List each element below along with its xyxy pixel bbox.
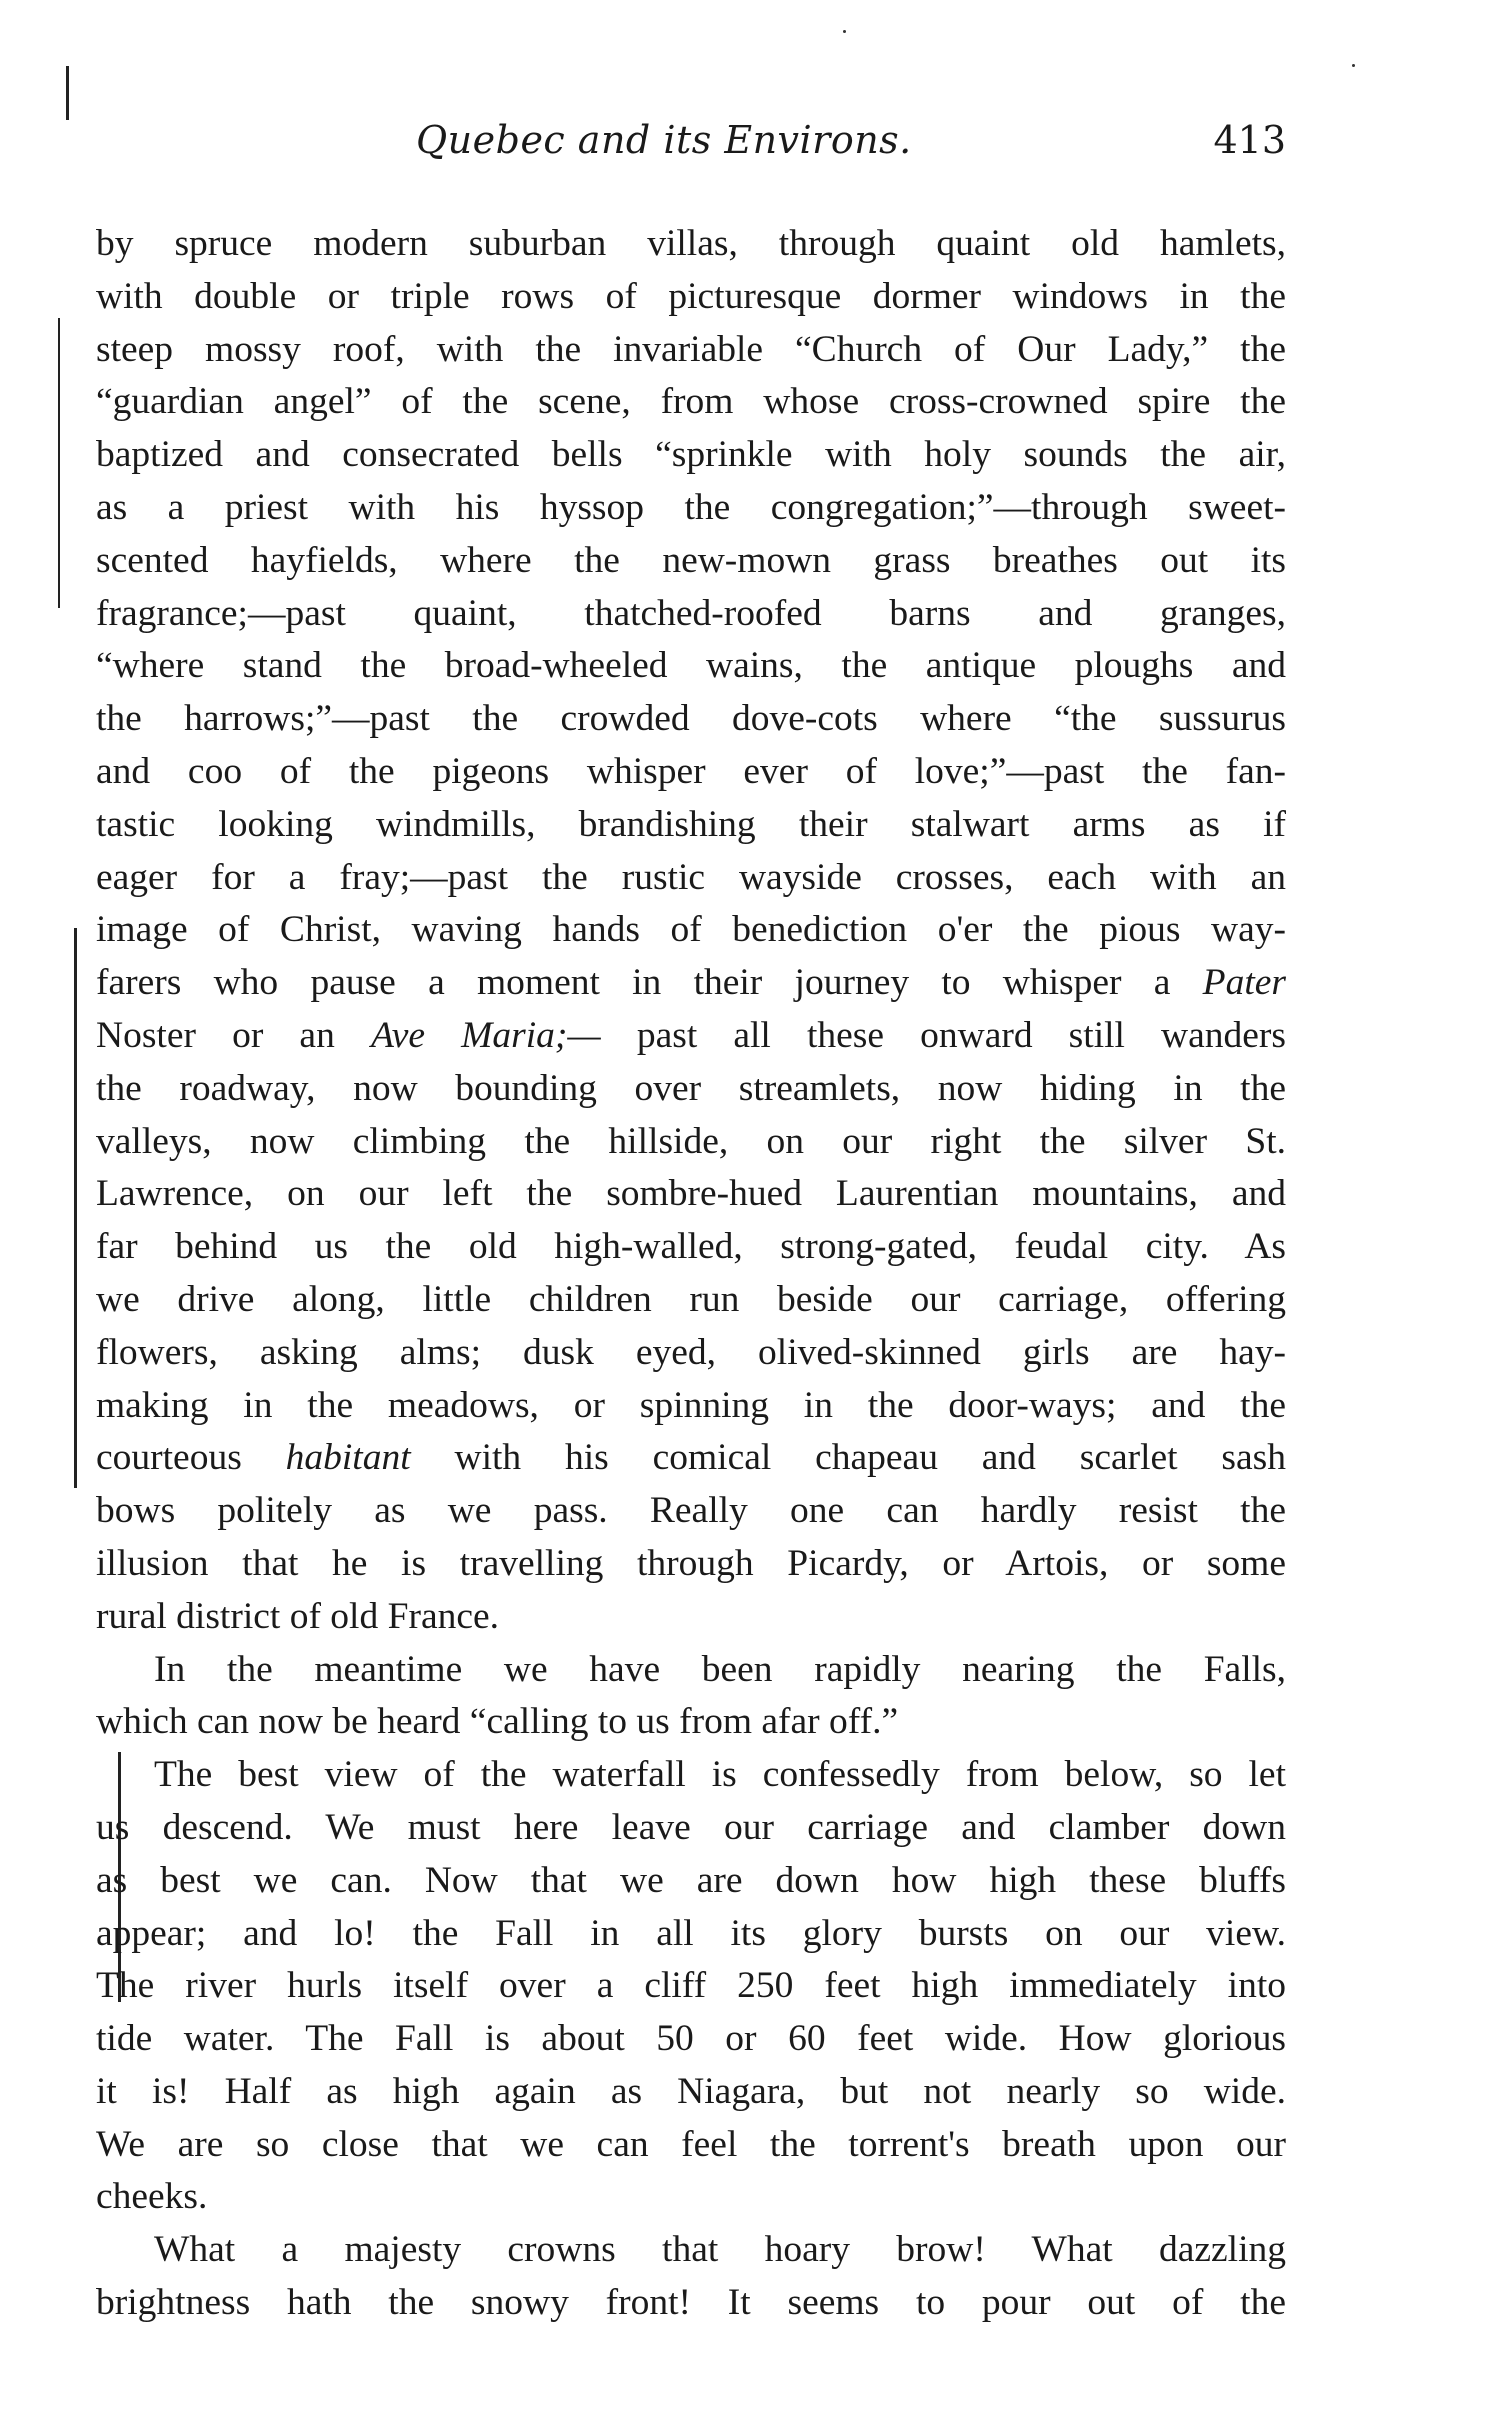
text-line: fragrance;—past quaint, thatched-roofed barns and granges, (96, 592, 1286, 634)
scan-speck (843, 30, 846, 33)
running-title: Quebec and its Environs. (416, 118, 912, 162)
text-segment: farers who pause a moment in their journey to whisper a (96, 962, 1171, 1004)
text-line-mixed (96, 957, 1286, 1010)
text-line: What a majesty crowns that hoary brow! What dazzling (154, 2229, 1286, 2271)
text-line-mixed (96, 1432, 1286, 1485)
text-line: In the meantime we have been rapidly nearing the Falls, (154, 1648, 1286, 1690)
text-line: bows politely as we pass. Really one can hardly resist the (96, 1490, 1286, 1532)
text-line: baptized and consecrated bells “sprinkle with holy sounds the air, (96, 434, 1286, 476)
scan-speck (1352, 64, 1355, 67)
text-line: The river hurls itself over a cliff 250 feet high immediately into (96, 1965, 1286, 2007)
text-line: “guardian angel” of the scene, from whose cross-crowned spire the (96, 381, 1286, 423)
text-line: making in the meadows, or spinning in the door-ways; and the (96, 1384, 1286, 1426)
margin-mark-left-1 (58, 318, 60, 608)
text-line-mixed (96, 1010, 1286, 1063)
running-header (96, 118, 1286, 178)
text-segment: past all these onward still wanders (636, 1014, 1286, 1056)
text-line: flowers, asking alms; dusk eyed, olived-skinned girls are hay- (96, 1331, 1286, 1373)
text-line: cheeks. (96, 2176, 208, 2218)
text-line: as a priest with his hyssop the congregation;”—through sweet- (96, 486, 1286, 528)
text-line: it is! Half as high again as Niagara, but not nearly so wide. (96, 2070, 1286, 2112)
text-segment: courteous (96, 1437, 242, 1479)
text-line: appear; and lo! the Fall in all its glory bursts on our view. (96, 1912, 1286, 1954)
body-text (96, 218, 1286, 2330)
text-line: with double or triple rows of picturesque dormer windows in the (96, 275, 1286, 317)
text-segment: Noster or an (96, 1014, 335, 1056)
text-line: by spruce modern suburban villas, through quaint old hamlets, (96, 223, 1286, 264)
italic-pater: Pater (1202, 962, 1286, 1004)
text-line: image of Christ, waving hands of benediction o'er the pious way- (96, 909, 1286, 951)
page-number: 413 (1213, 118, 1286, 162)
margin-mark-left-2 (74, 928, 77, 1488)
text-line: rural district of old France. (96, 1595, 499, 1637)
text-line: the roadway, now bounding over streamlets, now hiding in the (96, 1067, 1286, 1109)
text-line: tastic looking windmills, brandishing their stalwart arms as if (96, 803, 1286, 845)
text-line: brightness hath the snowy front! It seems to pour out of the (96, 2282, 1286, 2324)
text-line: We are so close that we can feel the torrent's breath upon our (96, 2123, 1286, 2165)
text-line: tide water. The Fall is about 50 or 60 feet wide. How glorious (96, 2018, 1286, 2060)
text-line: we drive along, little children run beside our carriage, offering (96, 1278, 1286, 1320)
text-line: the harrows;”—past the crowded dove-cots where “the sussurus (96, 698, 1286, 740)
italic-ave-maria: Ave Maria;— (370, 1014, 601, 1056)
text-line: and coo of the pigeons whisper ever of love;”—past the fan- (96, 750, 1286, 792)
text-line: steep mossy roof, with the invariable “Church of Our Lady,” the (96, 328, 1286, 370)
text-line: us descend. We must here leave our carriage and clamber down (96, 1806, 1286, 1848)
text-line: which can now be heard “calling to us from afar off.” (96, 1701, 899, 1743)
italic-habitant: habitant (285, 1437, 411, 1479)
text-line: as best we can. Now that we are down how high these bluffs (96, 1859, 1286, 1901)
text-line: illusion that he is travelling through Picardy, or Artois, or some (96, 1542, 1286, 1584)
text-line: far behind us the old high-walled, strong-gated, feudal city. As (96, 1226, 1286, 1268)
text-line: “where stand the broad-wheeled wains, the antique ploughs and (96, 645, 1286, 687)
text-line: scented hayfields, where the new-mown grass breathes out its (96, 539, 1286, 581)
text-segment: with his comical chapeau and scarlet sash (454, 1437, 1286, 1479)
text-line: valleys, now climbing the hillside, on our right the silver St. (96, 1120, 1286, 1162)
margin-mark-top (66, 66, 69, 120)
text-line: eager for a fray;—past the rustic wayside crosses, each with an (96, 856, 1286, 898)
text-line: The best view of the waterfall is confessedly from below, so let (154, 1754, 1286, 1796)
text-line: Lawrence, on our left the sombre-hued Laurentian mountains, and (96, 1173, 1286, 1215)
